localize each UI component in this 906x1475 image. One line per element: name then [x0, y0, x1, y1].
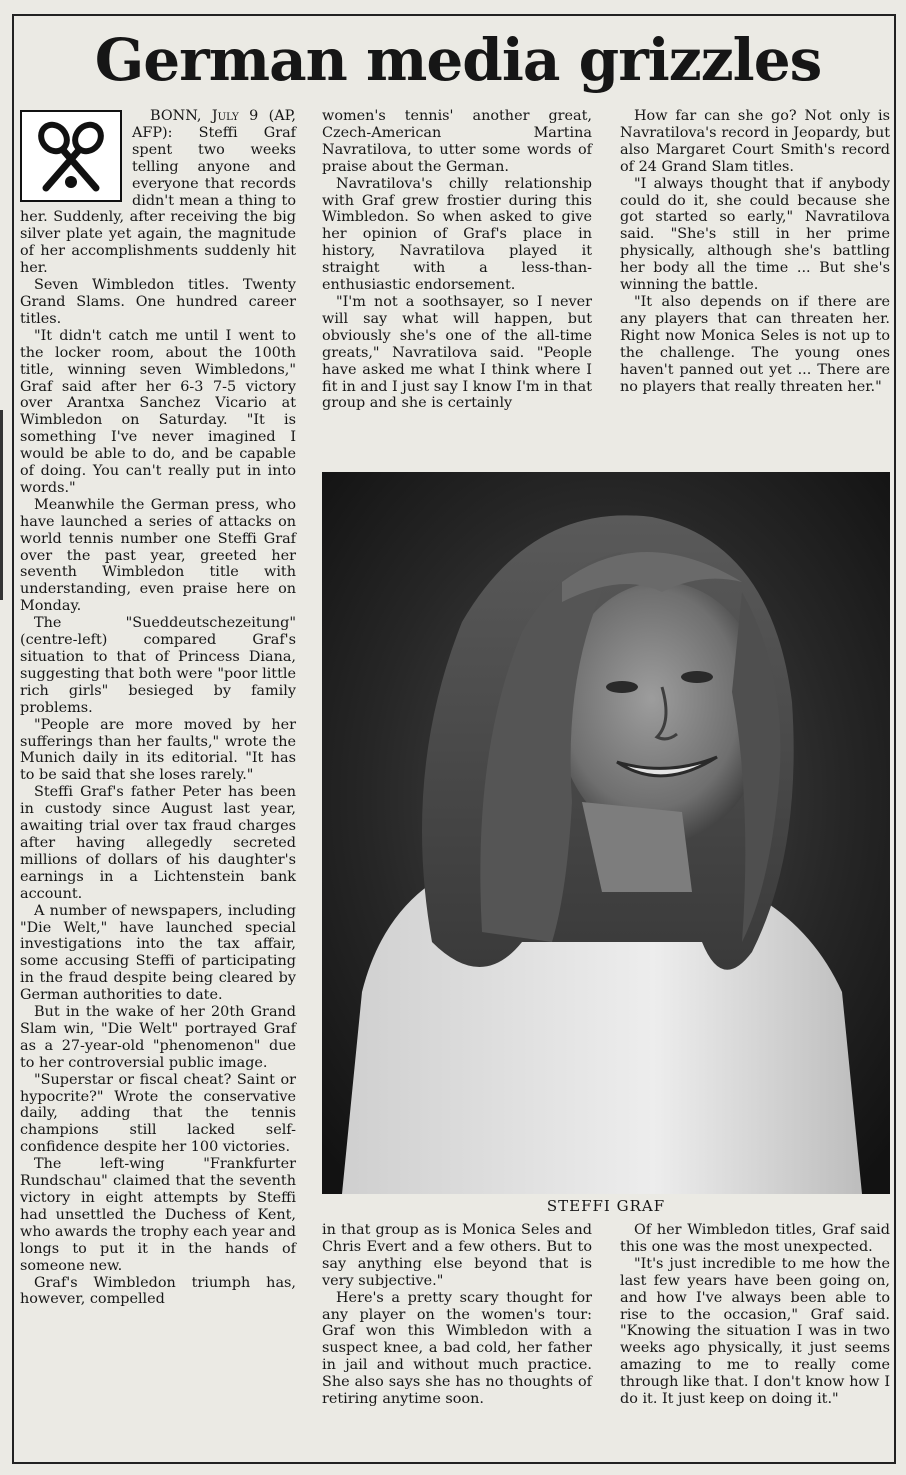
headline: German media grizzles — [94, 26, 822, 94]
paragraph: women's tennis' another great, Czech-American Martina Navratilova, to utter some words of praise about the German. — [322, 108, 592, 175]
paragraph: The "Sueddeutschezeitung" (centre-left) compared Graf's situation to that of Princess Diana, suggesting that both were "poor little rich girls" besieged by family problems. — [20, 615, 296, 716]
article-column-3 — [620, 108, 890, 395]
photo-caption: STEFFI GRAF — [546, 1197, 666, 1215]
article-column-2 — [322, 108, 592, 412]
paragraph: Steffi Graf's father Peter has been in custody since August last year, awaiting trial over tax fraud charges after having allegedly secreted millions of dollars of his daughter's earnings in a Lichtenstein bank account. — [20, 784, 296, 902]
frame-rule-bottom — [12, 1462, 896, 1464]
frame-rule-right — [894, 14, 896, 1464]
paragraph: "People are more moved by her sufferings than her faults," wrote the Munich daily in its editorial. "It has to be said that she loses rarely." — [20, 716, 296, 784]
frame-rule-left — [12, 14, 14, 1464]
paragraph: How far can she go? Not only is Navratilova's record in Jeopardy, but also Margaret Court Smith's record of 24 Grand Slam titles. — [620, 108, 890, 175]
paragraph: in that group as is Monica Seles and Chris Evert and a few others. But to say anything else beyond that is very subjective." — [322, 1222, 592, 1289]
paragraph: "It also depends on if there are any players that can threaten her. Right now Monica Seles is not up to the challenge. The young ones haven't panned out yet ... There are no players that really threaten her." — [620, 293, 890, 395]
paragraph: Meanwhile the German press, who have launched a series of attacks on world tennis number one Steffi Graf over the past year, greeted her seventh Wimbledon title with understanding, even praise here on Monday. — [20, 496, 296, 615]
paragraph: Navratilova's chilly relationship with Graf grew frostier during this Wimbledon. So when asked to give her opinion of Graf's place in history, Navratilova played it straight with a less-than-enthusiastic endorsement. — [322, 175, 592, 294]
steffi-graf-photo — [322, 472, 890, 1194]
article-column-3-continued — [620, 1222, 890, 1408]
paragraph: The left-wing "Frankfurter Rundschau" claimed that the seventh victory in eight attempts by Steffi had unsettled the Duchess of Kent, who awards the trophy each year and longs to put it in the hands of someone new. — [20, 1156, 296, 1274]
paragraph: Seven Wimbledon titles. Twenty Grand Slams. One hundred career titles. — [20, 277, 296, 327]
dateline: BONN, July 9 (AP, AFP): — [132, 108, 296, 141]
article-column-1 — [20, 108, 296, 1308]
paragraph: "Superstar or fiscal cheat? Saint or hypocrite?" Wrote the conservative daily, adding that the tennis champions still lacked self-confidence despite her 100 victories. — [20, 1071, 296, 1156]
paragraph: Of her Wimbledon titles, Graf said this one was the most unexpected. — [620, 1222, 890, 1255]
crossed-tennis-rackets-icon — [20, 110, 122, 202]
paragraph: "It's just incredible to me how the last few years have been going on, and how I've always been able to rise to the occasion," Graf said. "Knowing the situation I was in two weeks ago physically, it just seems amazing to me to really come through like that. I don't know how I do it. It just keep on doing it." — [620, 1255, 890, 1408]
page-edge-mark — [0, 410, 3, 600]
paragraph: "I always thought that if anybody could do it, she could because she got started so early," Navratilova said. "She's still in her prime physically, although she's battling her body all the time ... But she's winning the battle. — [620, 175, 890, 294]
paragraph: Graf's Wimbledon triumph has, however, compelled — [20, 1274, 296, 1308]
paragraph: Here's a pretty scary thought for any player on the women's tour: Graf won this Wimbledon with a suspect knee, a bad cold, her father in jail and without much practice. She also says she has no thoughts of retiring anytime soon. — [322, 1289, 592, 1408]
paragraph: But in the wake of her 20th Grand Slam win, "Die Welt" portrayed Graf as a 27-year-old "phenomenon" due to her controversial public image. — [20, 1004, 296, 1071]
paragraph: "It didn't catch me until I went to the locker room, about the 100th title, winning seven Wimbledons," Graf said after her 6-3 7-5 victory over Arantxa Sanchez Vicario at Wimbledon on Saturday. "It is something I've never imagined I would be able to do, and be capable of doing. You can't really put in into words." — [20, 327, 296, 496]
paragraph: A number of newspapers, including "Die Welt," have launched special investigations into the tax affair, some accusing Steffi of participating in the fraud despite being cleared by German authorities to date. — [20, 902, 296, 1004]
paragraph: Steffi Graf spent two weeks telling anyone and everyone that records didn't mean a thing to her. Suddenly, after receiving the big silver plate yet again, the magnitude of her accomplishments suddenly hit her. — [20, 124, 297, 277]
article-column-2-continued — [322, 1222, 592, 1408]
paragraph: "I'm not a soothsayer, so I never will say what will happen, but obviously she's one of the all-time greats," Navratilova said. "People have asked me what I think where I fit in and I just say I know I'm in that group and she is certainly — [322, 293, 592, 412]
